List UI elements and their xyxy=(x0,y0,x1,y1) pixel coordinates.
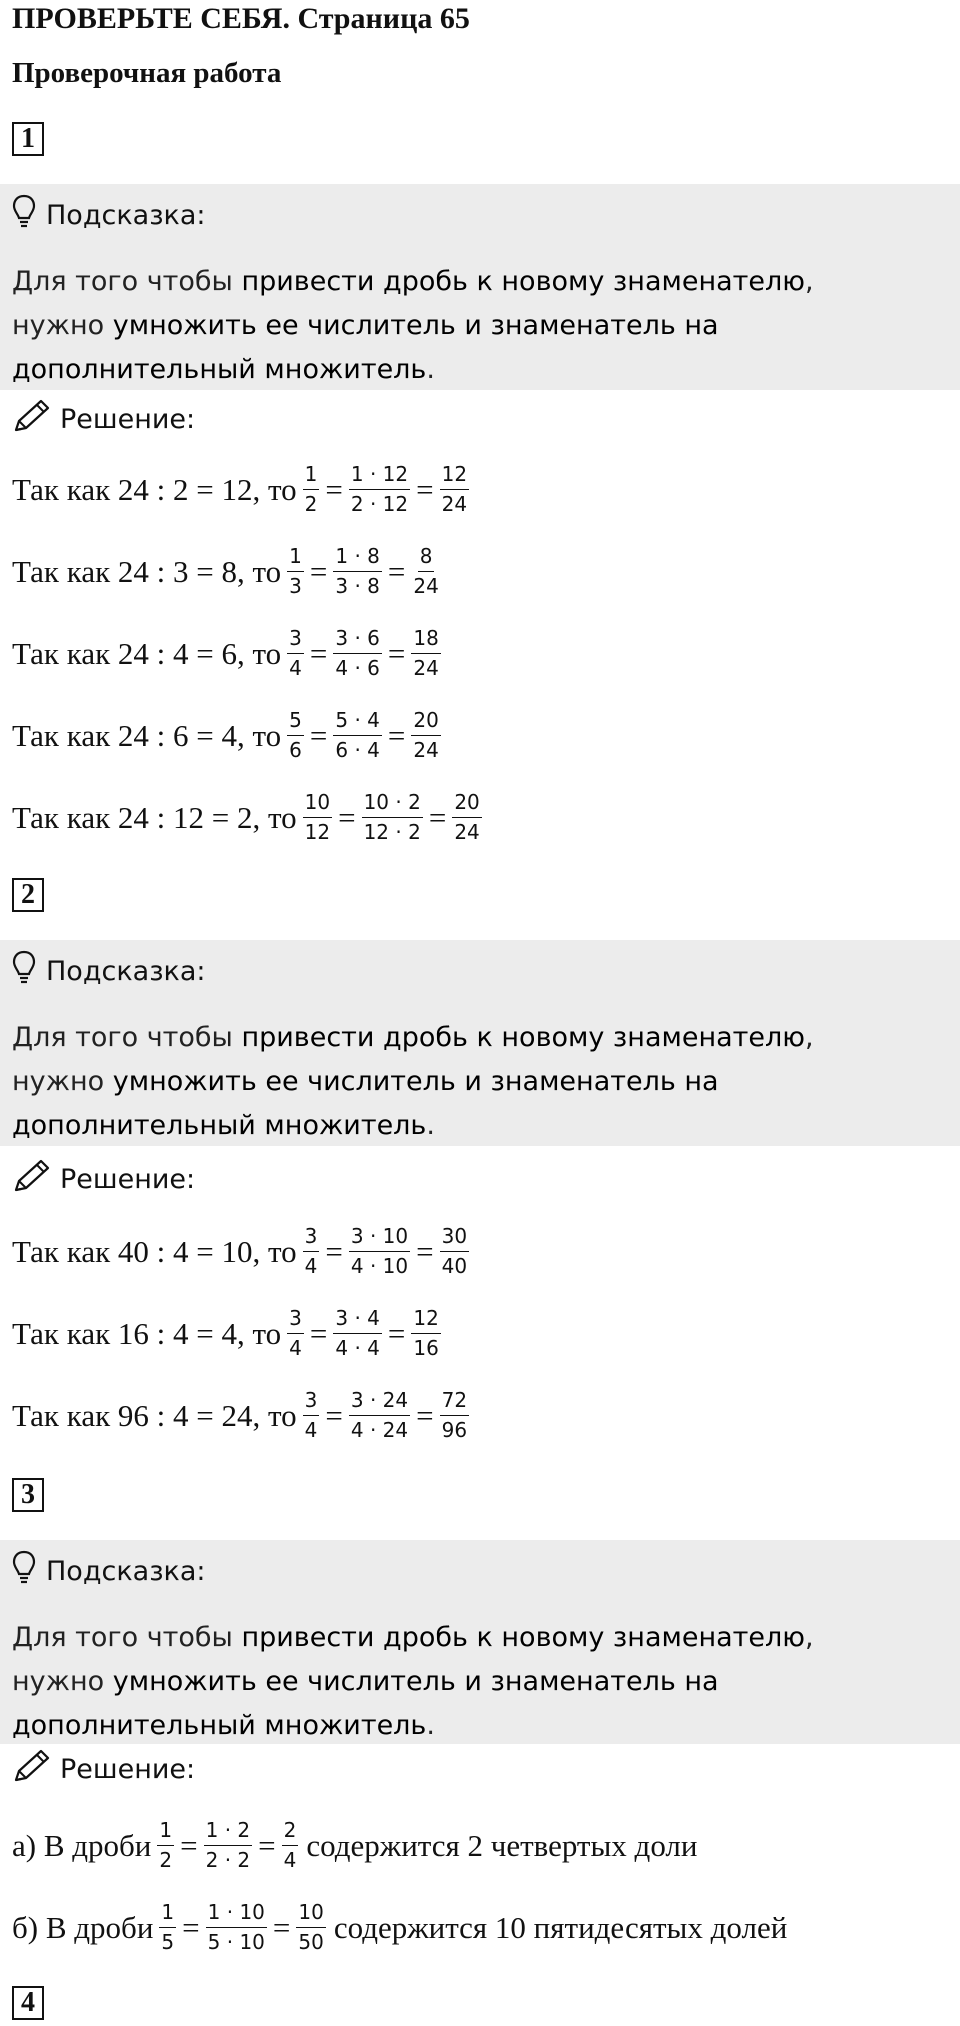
denominator: 24 xyxy=(454,820,480,844)
pencil-icon xyxy=(12,398,60,441)
hint-heading xyxy=(12,950,206,993)
denominator: 24 xyxy=(413,656,439,680)
denominator: 24 xyxy=(413,574,439,598)
math-line-2-2 xyxy=(12,1306,441,1361)
hint-heading xyxy=(12,1550,206,1593)
numerator: 3 xyxy=(287,626,304,654)
solution-heading-label: Решение: xyxy=(60,1754,196,1785)
equals-sign: = xyxy=(272,1909,291,1945)
equals-sign: = xyxy=(428,799,447,835)
lightbulb-icon xyxy=(12,1550,46,1593)
numerator: 30 xyxy=(440,1224,469,1252)
section-subtitle: Проверочная работа xyxy=(12,57,282,89)
solution-heading xyxy=(12,398,195,441)
denominator: 5 xyxy=(161,1930,175,1954)
equals-sign: = xyxy=(309,553,328,589)
solution-heading xyxy=(12,1748,195,1791)
fraction xyxy=(440,1388,469,1443)
fraction xyxy=(157,1818,174,1873)
hint-plain: Для того чтобы xyxy=(12,266,242,297)
numerator: 1 xyxy=(287,544,304,572)
numerator: 3 · 4 xyxy=(333,1306,382,1334)
line-text: Так как 40 : 4 = 10, то xyxy=(12,1233,297,1269)
line-text: Так как 24 : 4 = 6, то xyxy=(12,635,282,671)
fraction xyxy=(303,462,320,517)
equals-sign: = xyxy=(325,1233,343,1269)
page-title: ПРОВЕРЬТЕ СЕБЯ. Страница 65 xyxy=(12,2,470,35)
numerator: 10 · 2 xyxy=(362,790,423,818)
fraction xyxy=(303,1388,320,1443)
fraction xyxy=(411,1306,440,1361)
task-number-4: 4 xyxy=(12,1986,44,2020)
math-line-1-3 xyxy=(12,626,441,681)
numerator: 10 xyxy=(296,1900,325,1928)
line-text: Так как 96 : 4 = 24, то xyxy=(12,1397,297,1433)
denominator: 4 · 6 xyxy=(335,656,380,680)
hint-plain: . xyxy=(426,1110,435,1141)
line-text: Так как 24 : 12 = 2, то xyxy=(12,799,297,835)
fraction xyxy=(440,462,469,517)
fraction xyxy=(333,708,382,763)
fraction xyxy=(333,544,382,599)
fraction xyxy=(159,1900,176,1955)
hint-plain: нужно xyxy=(12,1666,113,1697)
numerator: 72 xyxy=(440,1388,469,1416)
equals-sign: = xyxy=(325,1397,343,1433)
pencil-icon xyxy=(12,1748,60,1791)
equals-sign: = xyxy=(180,1827,198,1863)
fraction xyxy=(411,544,440,599)
denominator: 2 · 2 xyxy=(205,1848,251,1872)
hint-text xyxy=(12,1616,942,1748)
denominator: 12 xyxy=(304,820,331,844)
hint-plain: . xyxy=(426,1710,435,1741)
fraction xyxy=(411,626,440,681)
denominator: 6 xyxy=(289,738,302,762)
equals-sign: = xyxy=(387,1315,406,1351)
hint-highlight: дополнительный множитель xyxy=(12,354,427,385)
fraction xyxy=(349,1224,410,1279)
denominator: 12 · 2 xyxy=(363,820,421,844)
equals-sign: = xyxy=(387,553,406,589)
math-line-1-2 xyxy=(12,544,441,599)
math-line-3-1 xyxy=(12,1818,697,1873)
task-number-2: 2 xyxy=(12,878,44,912)
denominator: 3 xyxy=(289,574,302,598)
fraction xyxy=(296,1900,325,1955)
hint-highlight: умножить ее числитель и знаменатель на xyxy=(112,1066,719,1097)
task-number-3: 3 xyxy=(12,1478,44,1512)
denominator: 4 xyxy=(289,656,302,680)
fraction xyxy=(287,544,304,599)
line-text: б) В дроби xyxy=(12,1909,154,1945)
lightbulb-icon xyxy=(12,194,46,237)
solution-heading-label: Решение: xyxy=(60,1164,196,1195)
denominator: 3 · 8 xyxy=(335,574,380,598)
numerator: 1 · 12 xyxy=(349,462,410,490)
hint-highlight: умножить ее числитель и знаменатель на xyxy=(112,310,719,341)
line-trailing-text: содержится 2 четвертых доли xyxy=(306,1827,698,1863)
denominator: 5 · 10 xyxy=(207,1930,265,1954)
denominator: 40 xyxy=(441,1254,468,1278)
hint-plain: . xyxy=(426,354,435,385)
line-text: а) В дроби xyxy=(12,1827,152,1863)
denominator: 2 xyxy=(159,1848,173,1872)
hint-heading xyxy=(12,194,206,237)
equals-sign: = xyxy=(325,471,343,507)
math-line-3-2 xyxy=(12,1900,787,1955)
fraction xyxy=(282,1818,299,1873)
equals-sign: = xyxy=(416,1397,434,1433)
fraction xyxy=(440,1224,469,1279)
denominator: 4 xyxy=(304,1418,318,1442)
hint-plain: , xyxy=(805,266,814,297)
math-line-2-3 xyxy=(12,1388,469,1443)
hint-text xyxy=(12,1016,942,1148)
fraction xyxy=(303,1224,320,1279)
denominator: 4 · 10 xyxy=(350,1254,409,1278)
numerator: 1 · 2 xyxy=(204,1818,253,1846)
lightbulb-icon xyxy=(12,950,46,993)
numerator: 12 xyxy=(440,462,469,490)
denominator: 4 · 24 xyxy=(350,1418,409,1442)
numerator: 1 xyxy=(159,1900,176,1928)
denominator: 4 xyxy=(283,1848,297,1872)
hint-box xyxy=(0,1540,960,1744)
numerator: 2 xyxy=(282,1818,299,1846)
hint-plain: , xyxy=(805,1022,814,1053)
equals-sign: = xyxy=(387,635,406,671)
hint-plain: нужно xyxy=(12,310,113,341)
denominator: 6 · 4 xyxy=(335,738,380,762)
hint-plain: , xyxy=(805,1622,814,1653)
numerator: 3 · 10 xyxy=(349,1224,410,1252)
numerator: 5 · 4 xyxy=(333,708,382,736)
numerator: 8 xyxy=(418,544,435,572)
numerator: 1 · 8 xyxy=(333,544,382,572)
fraction xyxy=(287,1306,304,1361)
denominator: 4 · 4 xyxy=(335,1336,380,1360)
numerator: 20 xyxy=(452,790,481,818)
denominator: 4 xyxy=(289,1336,302,1360)
hint-heading-label: Подсказка: xyxy=(46,956,206,987)
line-text: Так как 24 : 6 = 4, то xyxy=(12,717,282,753)
numerator: 18 xyxy=(411,626,440,654)
hint-plain: нужно xyxy=(12,1066,113,1097)
denominator: 96 xyxy=(441,1418,468,1442)
fraction xyxy=(411,708,440,763)
equals-sign: = xyxy=(309,717,328,753)
fraction xyxy=(452,790,481,845)
fraction xyxy=(333,626,382,681)
hint-highlight: привести дробь к новому знаменателю xyxy=(241,1022,805,1053)
numerator: 3 · 6 xyxy=(333,626,382,654)
math-line-1-1 xyxy=(12,462,469,517)
equals-sign: = xyxy=(182,1909,200,1945)
equals-sign: = xyxy=(309,1315,328,1351)
fraction xyxy=(349,462,410,517)
equals-sign: = xyxy=(387,717,406,753)
pencil-icon xyxy=(12,1158,60,1201)
numerator: 3 xyxy=(287,1306,304,1334)
line-text: Так как 16 : 4 = 4, то xyxy=(12,1315,282,1351)
hint-highlight: привести дробь к новому знаменателю xyxy=(241,266,805,297)
hint-highlight: умножить ее числитель и знаменатель на xyxy=(112,1666,719,1697)
hint-heading-label: Подсказка: xyxy=(46,200,206,231)
numerator: 20 xyxy=(411,708,440,736)
hint-plain: Для того чтобы xyxy=(12,1022,242,1053)
denominator: 24 xyxy=(413,738,439,762)
equals-sign: = xyxy=(416,1233,434,1269)
numerator: 1 · 10 xyxy=(206,1900,267,1928)
hint-plain: Для того чтобы xyxy=(12,1622,242,1653)
numerator: 3 xyxy=(303,1224,320,1252)
hint-text xyxy=(12,260,942,392)
numerator: 1 xyxy=(157,1818,174,1846)
hint-heading-label: Подсказка: xyxy=(46,1556,206,1587)
denominator: 24 xyxy=(441,492,468,516)
fraction xyxy=(206,1900,267,1955)
solution-heading-label: Решение: xyxy=(60,404,196,435)
numerator: 3 · 24 xyxy=(349,1388,410,1416)
hint-box xyxy=(0,184,960,390)
denominator: 50 xyxy=(298,1930,324,1954)
equals-sign: = xyxy=(309,635,328,671)
fraction xyxy=(333,1306,382,1361)
denominator: 2 xyxy=(304,492,318,516)
fraction xyxy=(303,790,332,845)
numerator: 5 xyxy=(287,708,304,736)
equals-sign: = xyxy=(416,471,434,507)
line-trailing-text: содержится 10 пятидесятых долей xyxy=(333,1909,788,1945)
hint-highlight: дополнительный множитель xyxy=(12,1710,427,1741)
line-text: Так как 24 : 3 = 8, то xyxy=(12,553,282,589)
fraction xyxy=(349,1388,410,1443)
math-line-1-4 xyxy=(12,708,441,763)
fraction xyxy=(362,790,423,845)
solution-heading xyxy=(12,1158,195,1201)
fraction xyxy=(204,1818,253,1873)
equals-sign: = xyxy=(338,799,356,835)
denominator: 16 xyxy=(413,1336,439,1360)
numerator: 1 xyxy=(303,462,320,490)
hint-highlight: привести дробь к новому знаменателю xyxy=(241,1622,805,1653)
numerator: 10 xyxy=(303,790,332,818)
denominator: 4 xyxy=(304,1254,318,1278)
numerator: 3 xyxy=(303,1388,320,1416)
hint-box xyxy=(0,940,960,1146)
math-line-1-5 xyxy=(12,790,482,845)
task-number-1: 1 xyxy=(12,122,44,156)
equals-sign: = xyxy=(258,1827,276,1863)
fraction xyxy=(287,708,304,763)
hint-highlight: дополнительный множитель xyxy=(12,1110,427,1141)
fraction xyxy=(287,626,304,681)
line-text: Так как 24 : 2 = 12, то xyxy=(12,471,297,507)
numerator: 12 xyxy=(411,1306,440,1334)
denominator: 2 · 12 xyxy=(350,492,409,516)
math-line-2-1 xyxy=(12,1224,469,1279)
